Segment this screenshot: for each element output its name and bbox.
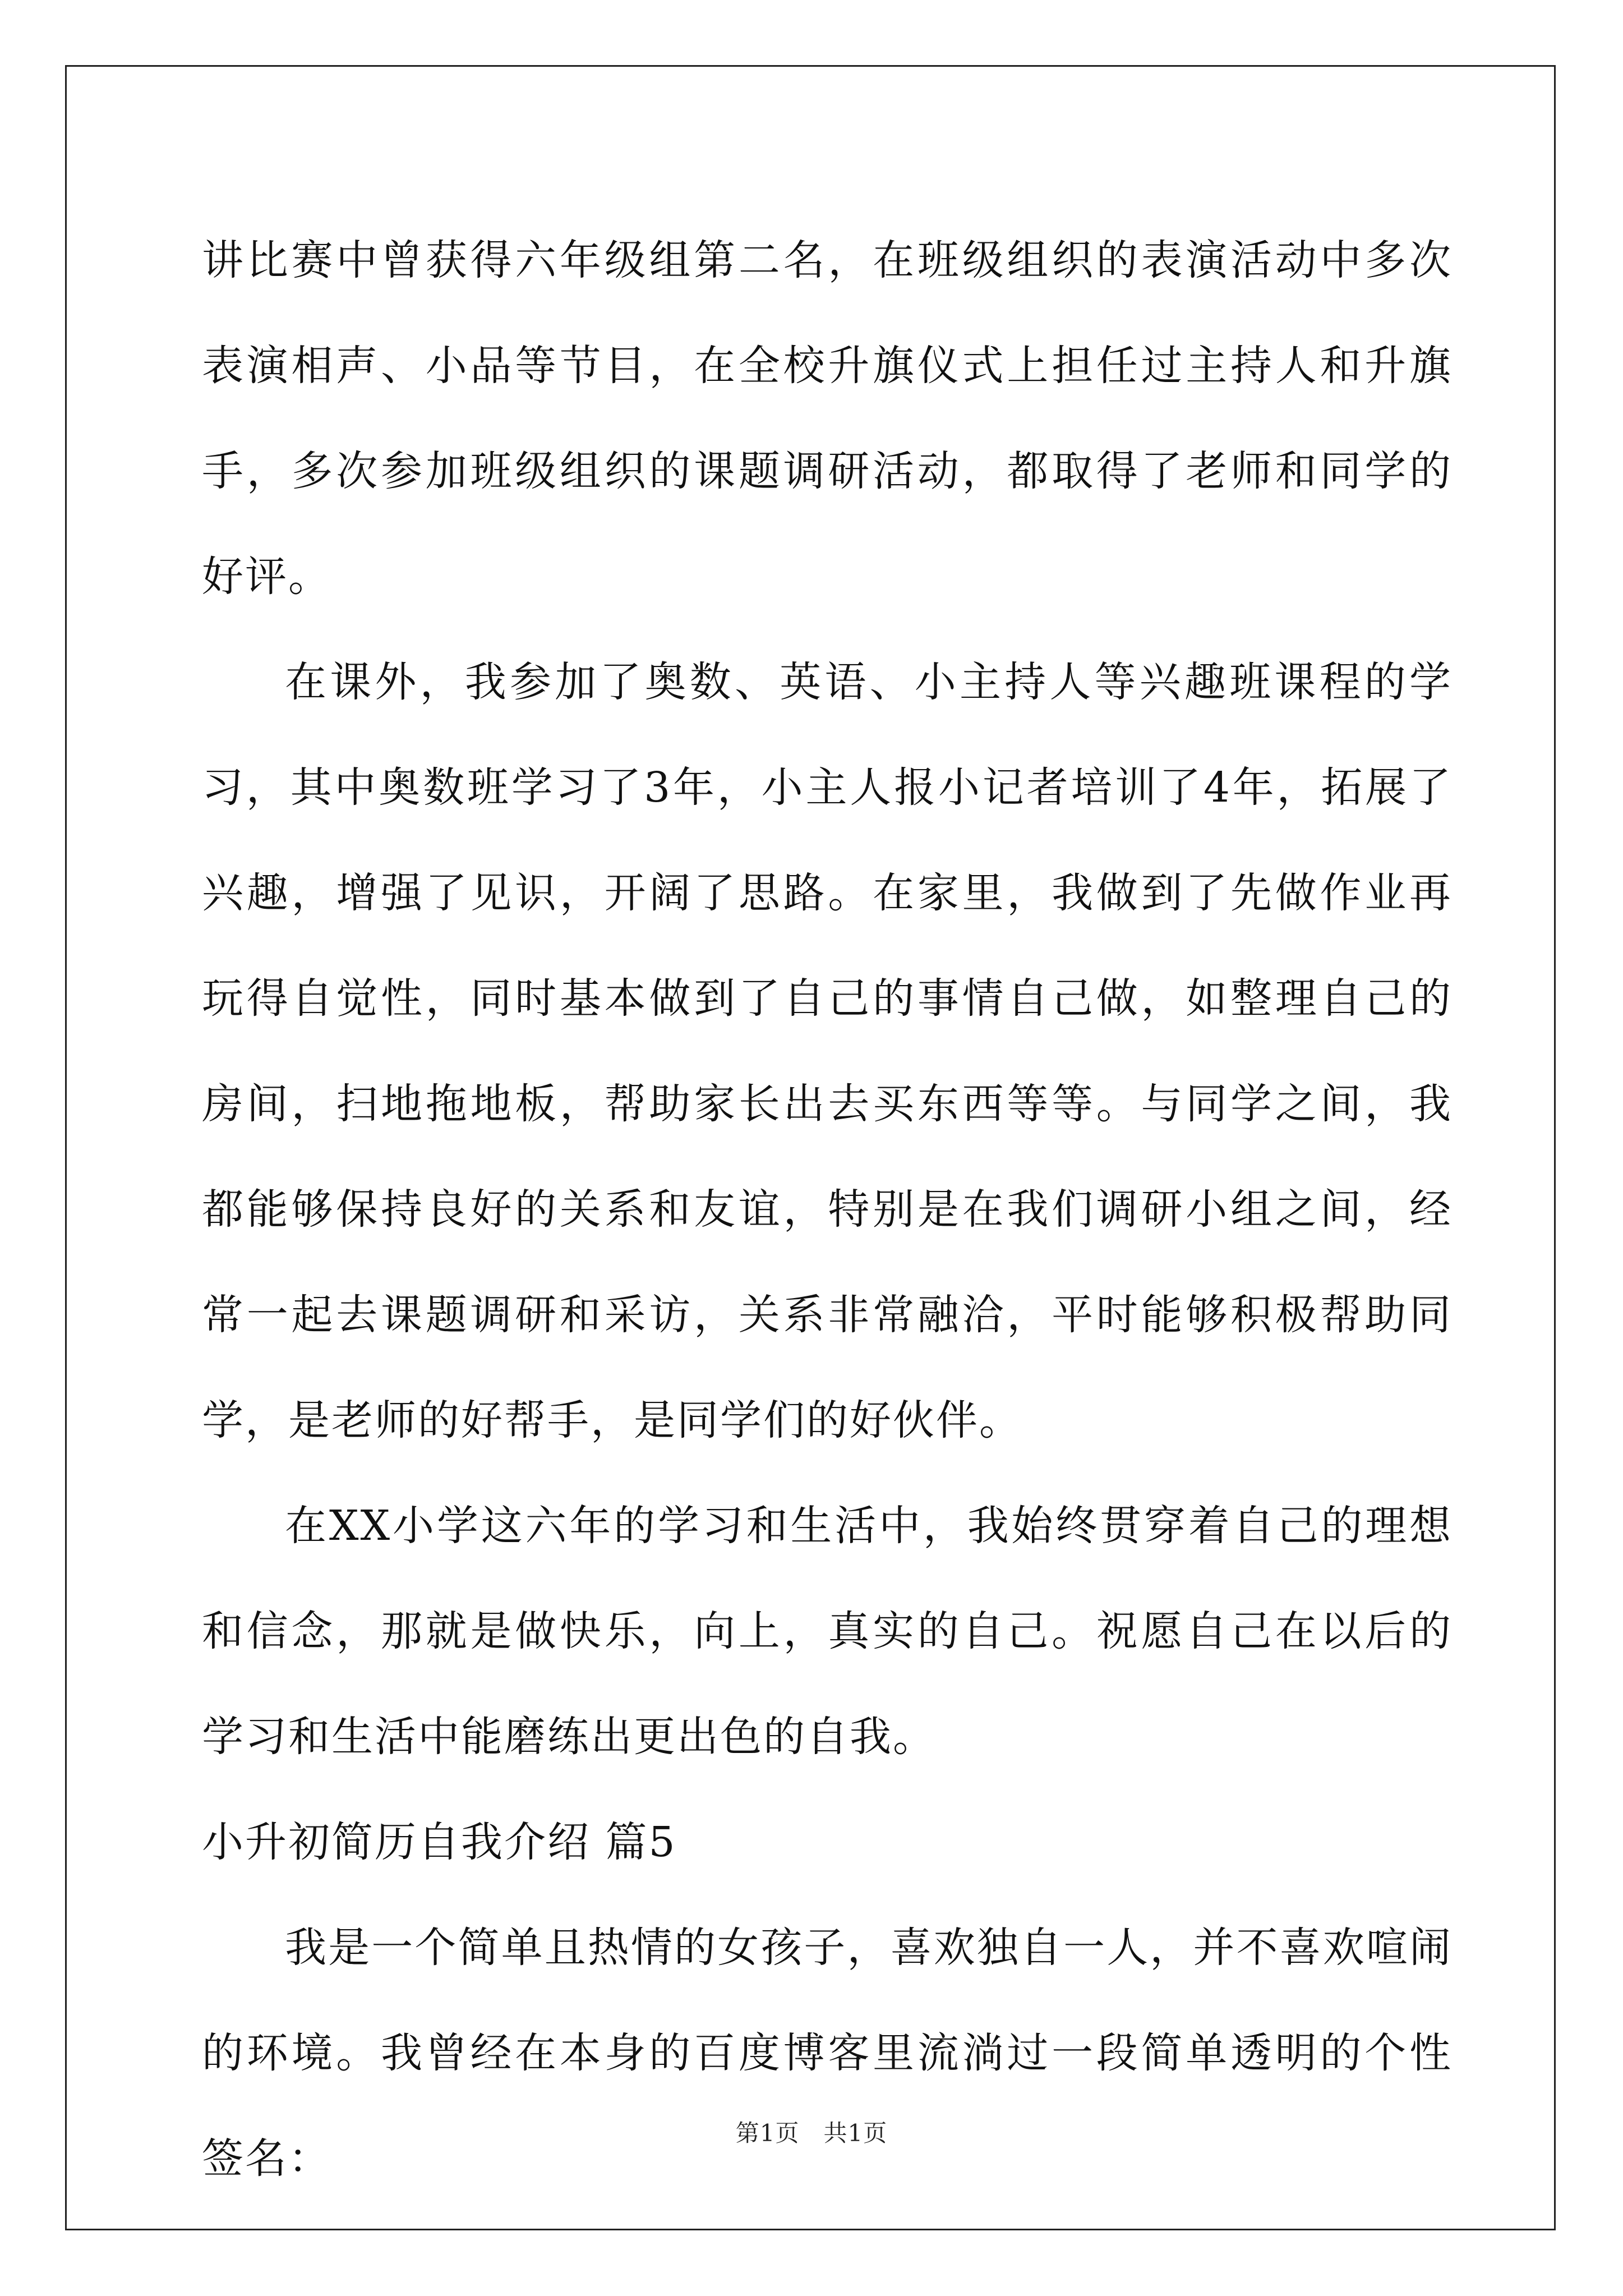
paragraph-4: 我是一个简单且热情的女孩子，喜欢独自一人，并不喜欢喧闹的环境。我曾经在本身的百度博客里流淌过一段简单透明的个性签名： bbox=[202, 1924, 1453, 2183]
paragraph-1: 讲比赛中曾获得六年级组第二名，在班级组织的表演活动中多次表演相声、小品等节目，在全校升旗仪式上担任过主持人和升旗手，多次参加班级组织的课题调研活动，都取得了老师和同学的好评。 bbox=[202, 236, 1453, 601]
document-body bbox=[202, 208, 1453, 2211]
paragraph-2: 在课外，我参加了奥数、英语、小主持人等兴趣班课程的学习，其中奥数班学习了3年，小主人报小记者培训了4年，拓展了兴趣，增强了见识，开阔了思路。在家里，我做到了先做作业再玩得自觉性，同时基本做到了自己的事情自己做，如整理自己的房间，扫地拖地板，帮助家长出去买东西等等。与同学之间，我都能够保持良好的关系和友谊，特别是在我们调研小组之间，经常一起去课题调研和采访，关系非常融洽，平时能够积极帮助同学，是老师的好帮手，是同学们的好伙伴。 bbox=[202, 658, 1453, 1444]
section-heading: 小升初简历自我介绍 篇5 bbox=[202, 1818, 677, 1866]
page-number-footer: 第1页 共1页 bbox=[735, 2119, 888, 2147]
paragraph-3: 在XX小学这六年的学习和生活中，我始终贯穿着自己的理想和信念，那就是做快乐，向上，真实的自己。祝愿自己在以后的学习和生活中能磨练出更出色的自我。 bbox=[202, 1502, 1453, 1761]
